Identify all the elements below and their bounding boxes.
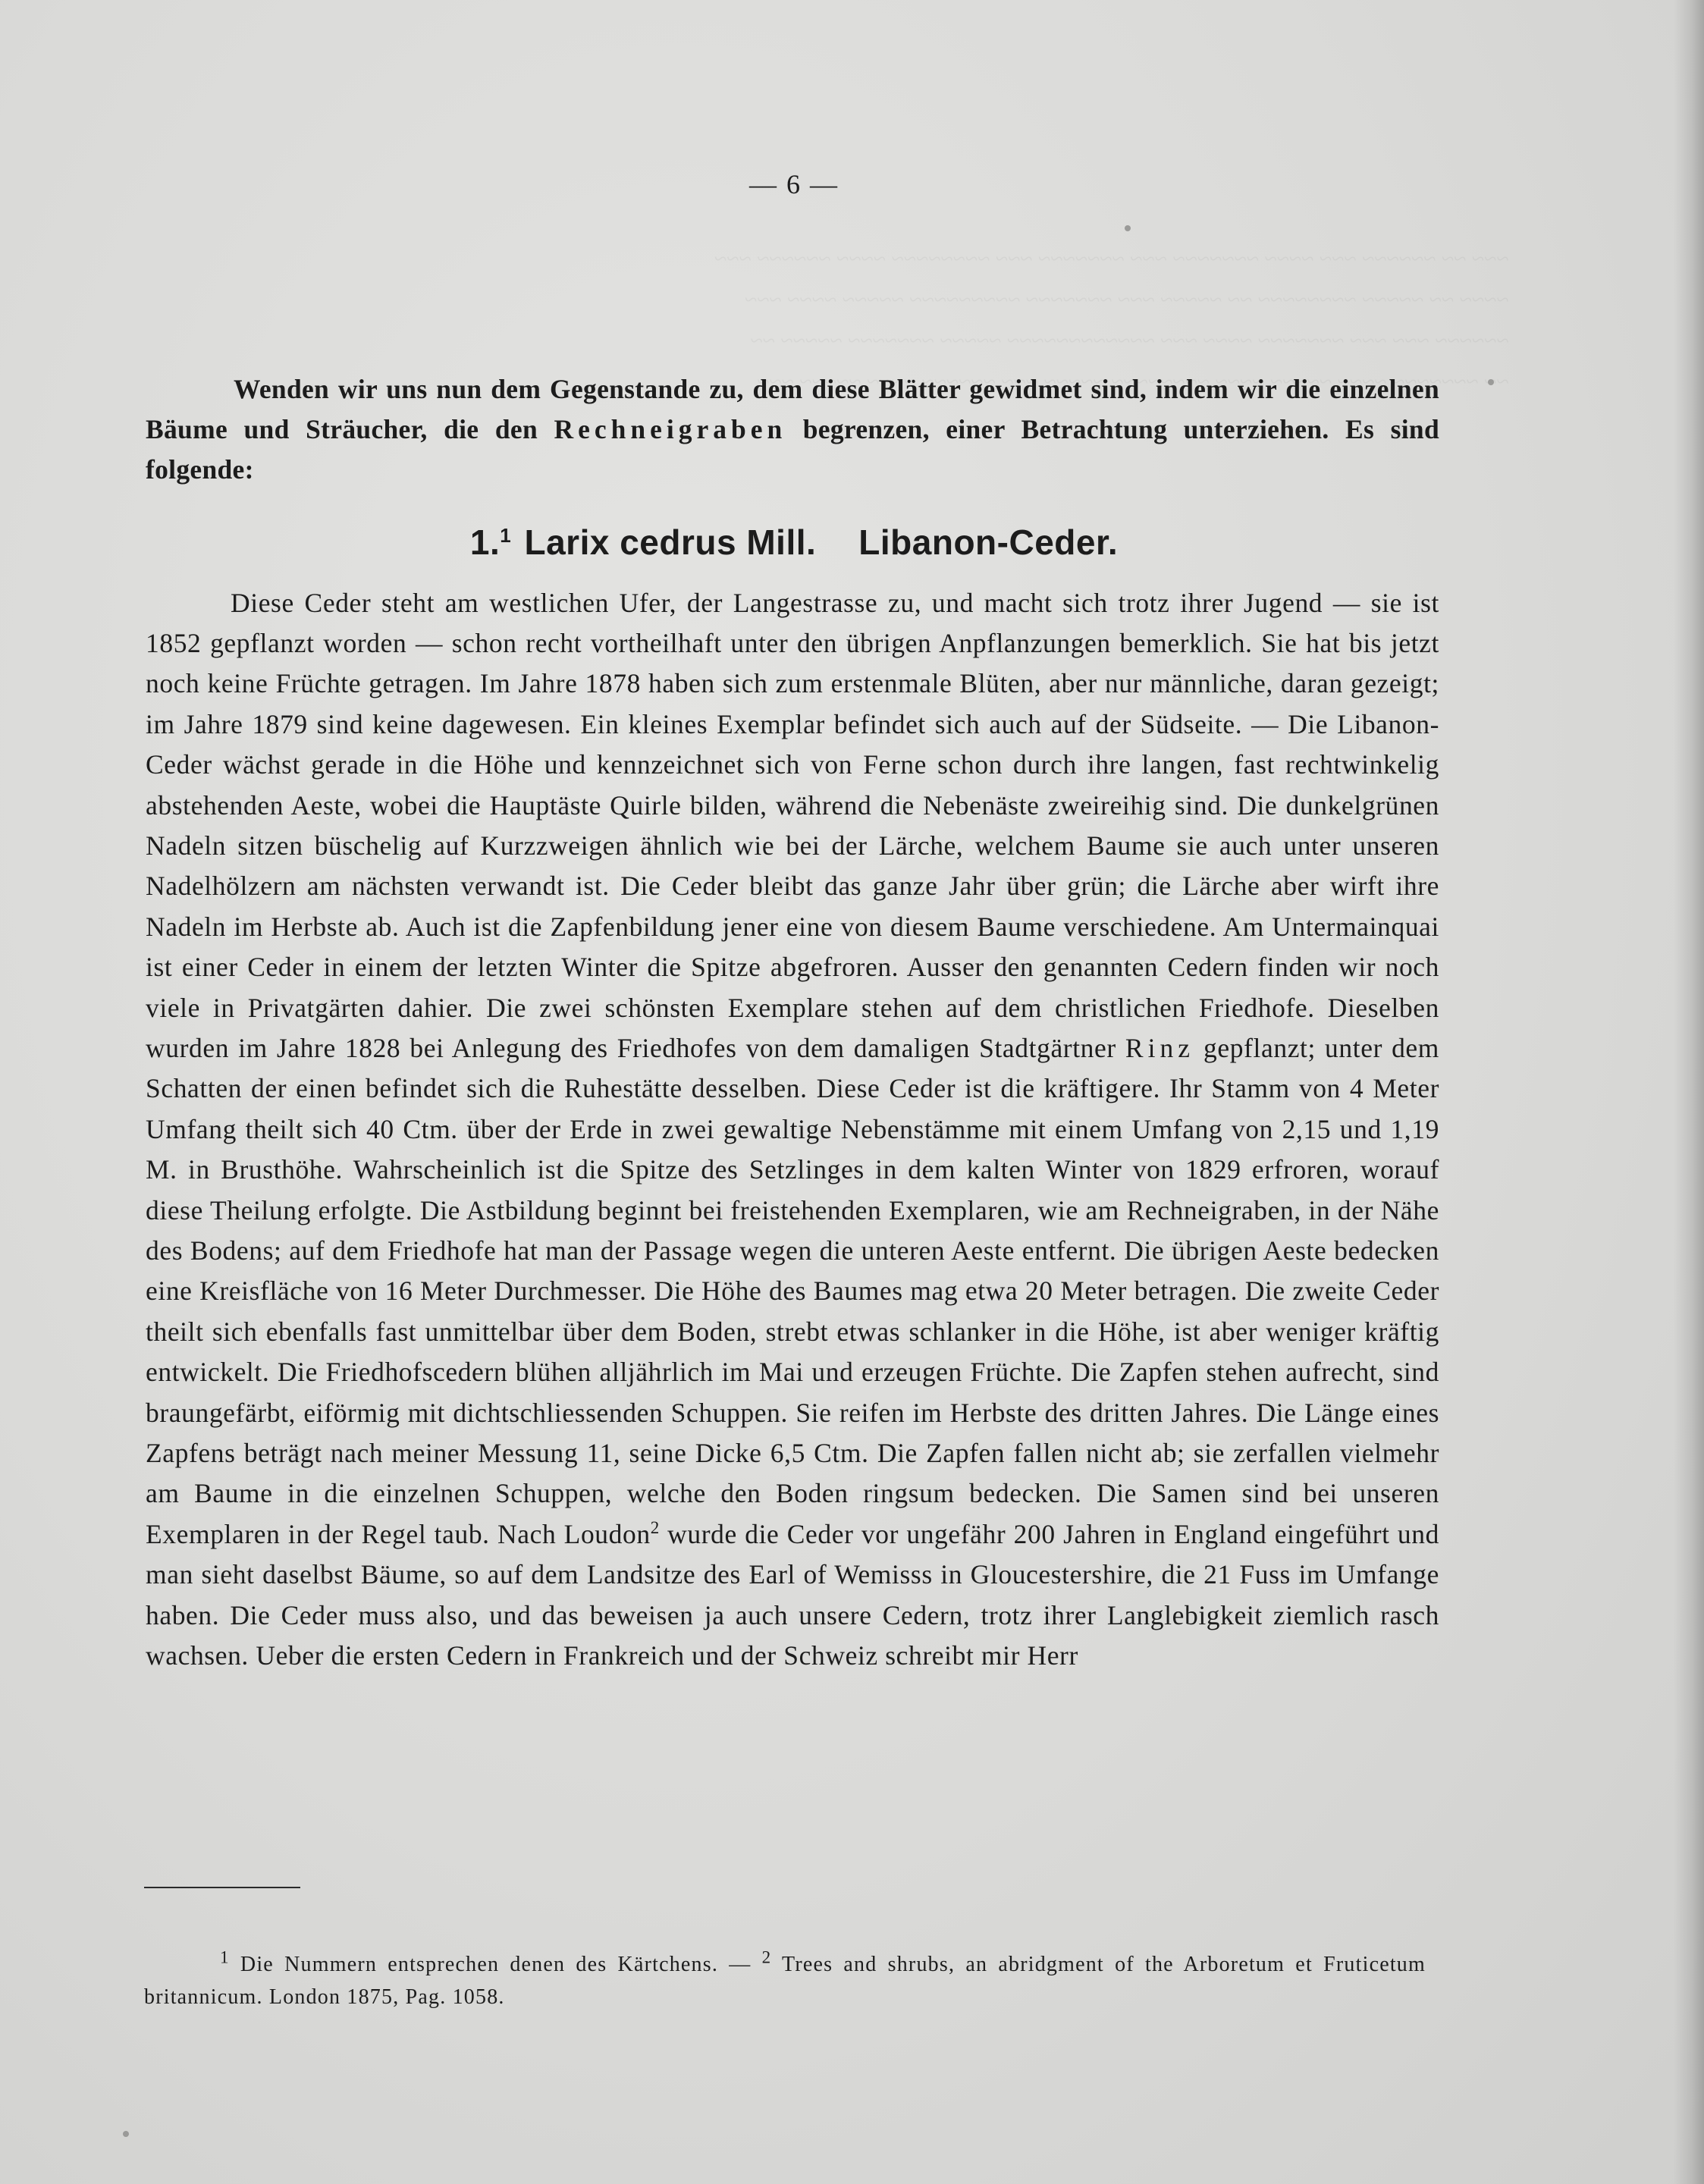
footnote-text-2: Trees and shrubs, an abridgment of the Arboretum et Fruticetum britannicum. London 1875, Pag. 1058. — [144, 1953, 1426, 2009]
paper-speck — [1125, 225, 1131, 231]
section-number: 1. — [469, 522, 501, 563]
footnote-ref-2: 2 — [650, 1518, 660, 1538]
footnote-mark-1: 1 — [220, 1947, 230, 1967]
description-text-3: wurde die Ceder vor ungefähr 200 Jahren in England eingeführt und man sieht daselbst Bäume, so auf dem Landsitze des Earl of Wemisss in Gloucestershire, die 21 Fuss im Umfange haben. Die Ceder muss also, und das beweisen ja auch unsere Cedern, trotz ihrer Langlebigkeit ziemlich rasch wachsen. Ueber die ersten Cedern in Frankreich und der Schweiz schreibt mir Herr — [146, 1518, 1439, 1671]
footnote-text-1: Die Nummern entsprechen denen des Kärtchens. — — [229, 1953, 762, 1976]
species-description — [146, 583, 1439, 1677]
place-name-rechneigraben: Rechneigraben — [554, 413, 787, 444]
page-number: — 6 — — [749, 169, 839, 199]
description-text-1: Diese Ceder steht am westlichen Ufer, der Langestrasse zu, und macht sich trotz ihrer Jugend — sie ist 1852 gepflanzt worden — schon recht vortheilhaft unter den übrigen Anpflanzungen bemerklich. Sie hat bis jetzt noch keine Früchte getragen. Im Jahre 1878 haben sich zum erstenmale Blüten, aber nur männliche, daran gezeigt; im Jahre 1879 sind keine dagewesen. Ein kleines Exemplar befindet sich auch auf der Südseite. — Die Libanon-Ceder wächst gerade in die Höhe und kennzeichnet sich von Ferne schon durch ihre langen, fast rechtwinkelig abstehenden Aeste, wobei die Hauptäste Quirle bilden, während die Nebenäste zweireihig sind. Die dunkelgrünen Nadeln sitzen büschelig auf Kurzzweigen ähnlich wie bei der Lärche, welchem Baume sie auch unter unseren Nadelhölzern am nächsten verwandt ist. Die Ceder bleibt das ganze Jahr über grün; die Lärche aber wirft ihre Nadeln im Herbste ab. Auch ist die Zapfenbildung jener eine von diesem Baume verschiedene. Am Untermainquai ist einer Ceder in einem der letzten Winter die Spitze abgefroren. Ausser den genannten Cedern finden wir noch viele in Privatgärten dahier. Die zwei schönsten Exemplare stehen auf dem christlichen Friedhofe. Dieselben wurden im Jahre 1828 bei Anlegung des Friedhofes von dem damaligen Stadtgärtner — [146, 587, 1439, 1063]
gardener-name: Rinz — [1125, 1032, 1194, 1063]
footnote-divider — [144, 1887, 300, 1888]
binding-shadow — [1674, 0, 1704, 2184]
footnote-mark-2: 2 — [761, 1947, 772, 1967]
intro-text-start: Wenden wir uns nun dem Gegenstande zu, dem diese Blätter gewidmet sind, indem wir die einzelnen Bäume und Sträucher, die den — [146, 373, 1439, 444]
footnotes — [144, 1948, 1426, 2013]
intro-paragraph — [146, 369, 1439, 491]
species-common-name: Libanon-Ceder. — [858, 522, 1119, 563]
section-heading — [0, 522, 1588, 563]
intro-text-end: begrenzen, einer Betrachtung unterziehen. Es sind folgende: — [146, 413, 1440, 485]
species-latin-name: Larix cedrus Mill. — [524, 522, 817, 563]
paper-speck — [123, 2131, 129, 2137]
paper-speck — [1488, 379, 1494, 385]
section-footnote-mark: 1 — [500, 523, 512, 547]
description-text-2: gepflanzt; unter dem Schatten der einen befindet sich die Ruhestätte desselben. Diese Ceder ist die kräftigere. Ihr Stamm von 4 Meter Umfang theilt sich 40 Ctm. über der Erde in zwei gewaltige Nebenstämme mit einem Umfang von 2,15 und 1,19 M. in Brusthöhe. Wahrscheinlich ist die Spitze des Setzlinges in dem kalten Winter von 1829 erfroren, worauf diese Theilung erfolgte. Die Astbildung beginnt bei freistehenden Exemplaren, wie am Rechneigraben, in der Nähe des Bodens; auf dem Friedhofe hat man der Passage wegen die unteren Aeste entfernt. Die übrigen Aeste bedecken eine Kreisfläche von 16 Meter Durchmesser. Die Höhe des Baumes mag etwa 20 Meter betragen. Die zweite Ceder theilt sich ebenfalls fast unmittelbar über dem Boden, strebt etwas schlanker in die Höhe, ist aber weniger kräftig entwickelt. Die Friedhofscedern blühen alljährlich im Mai und erzeugen Früchte. Die Zapfen stehen aufrecht, sind braungefärbt, eiförmig mit dichtschliessenden Schuppen. Sie reifen im Herbste des dritten Jahres. Die Länge eines Zapfens beträgt nach meiner Messung 11, seine Dicke 6,5 Ctm. Die Zapfen fallen nicht ab; sie zerfallen vielmehr am Baume in die einzelnen Schuppen, welche den Boden ringsum bedecken. Die Samen sind bei unseren Exemplaren in der Regel taub. Nach Loudon — [146, 1032, 1440, 1549]
